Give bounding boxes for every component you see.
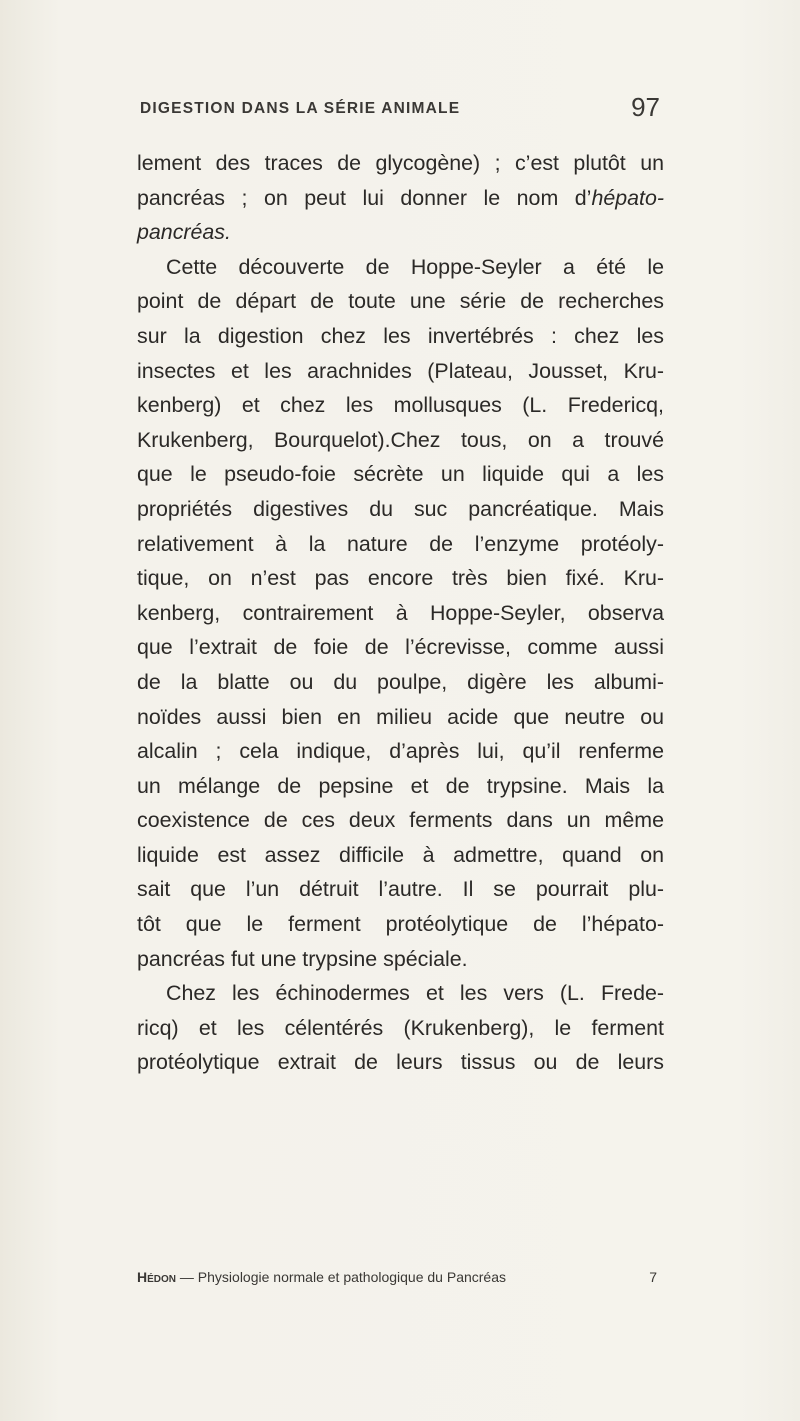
text-line: relativement à la nature de l’enzyme protéoly- (137, 531, 664, 556)
italic-term: hépato- (591, 185, 664, 210)
text-line: Krukenberg, Bourquelot).Chez tous, on a trouvé (137, 427, 664, 452)
body-text (137, 146, 664, 1080)
text-line: que l’extrait de foie de l’écrevisse, comme aussi (137, 635, 664, 660)
text-line: tique, on n’est pas encore très bien fixé. Kru- (137, 566, 664, 591)
text-line: protéolytique extrait de leurs tissus ou de leurs (137, 1050, 664, 1075)
text-line: ricq) et les célentérés (Krukenberg), le ferment (137, 1015, 664, 1040)
text-line: kenberg, contrairement à Hoppe-Seyler, observa (137, 600, 664, 625)
text-line: sait que l’un détruit l’autre. Il se pourrait plu- (137, 877, 664, 902)
running-title: DIGESTION DANS LA SÉRIE ANIMALE (140, 100, 461, 117)
text-line: que le pseudo-foie sécrète un liquide qui a les (137, 462, 664, 487)
text-line: pancréas fut une trypsine spéciale. (137, 946, 468, 971)
text-line: propriétés digestives du suc pancréatique. Mais (137, 496, 664, 521)
text-line: tôt que le ferment protéolytique de l’hépato- (137, 912, 664, 937)
italic-term: pancréas. (137, 220, 231, 245)
text-line: sur la digestion chez les invertébrés : chez les (137, 323, 664, 348)
text-line: noïdes aussi bien en milieu acide que neutre ou (137, 704, 664, 729)
page-footer (137, 1269, 657, 1285)
text-line (137, 215, 664, 250)
paragraph-start-line: Chez les échinodermes et les vers (L. Frede- (166, 981, 664, 1006)
text-line: pancréas ; on peut lui donner le nom d’hépato- (137, 185, 664, 210)
paragraph-start-line: Cette découverte de Hoppe-Seyler a été le (166, 254, 664, 279)
text-line: kenberg) et chez les mollusques (L. Fredericq, (137, 393, 664, 418)
page-number: 97 (631, 92, 660, 122)
text-line: coexistence de ces deux ferments dans un même (137, 808, 664, 833)
text-line: lement des traces de glycogène) ; c’est plutôt un (137, 151, 664, 175)
text-line: de la blatte ou du poulpe, digère les albumi- (137, 669, 664, 694)
text-line: liquide est assez difficile à admettre, quand on (137, 842, 664, 867)
text-line: insectes et les arachnides (Plateau, Jousset, Kru- (137, 358, 664, 383)
text-line: point de départ de toute une série de recherches (137, 289, 664, 314)
signature-mark: 7 (649, 1269, 657, 1285)
page-header (140, 92, 660, 130)
text-line: un mélange de pepsine et de trypsine. Mais la (137, 773, 664, 798)
footer-title: — Physiologie normale et pathologique du Pancréas (176, 1269, 506, 1285)
footer-author: Hédon (137, 1269, 177, 1285)
text-line: alcalin ; cela indique, d’après lui, qu’il renferme (137, 739, 664, 764)
